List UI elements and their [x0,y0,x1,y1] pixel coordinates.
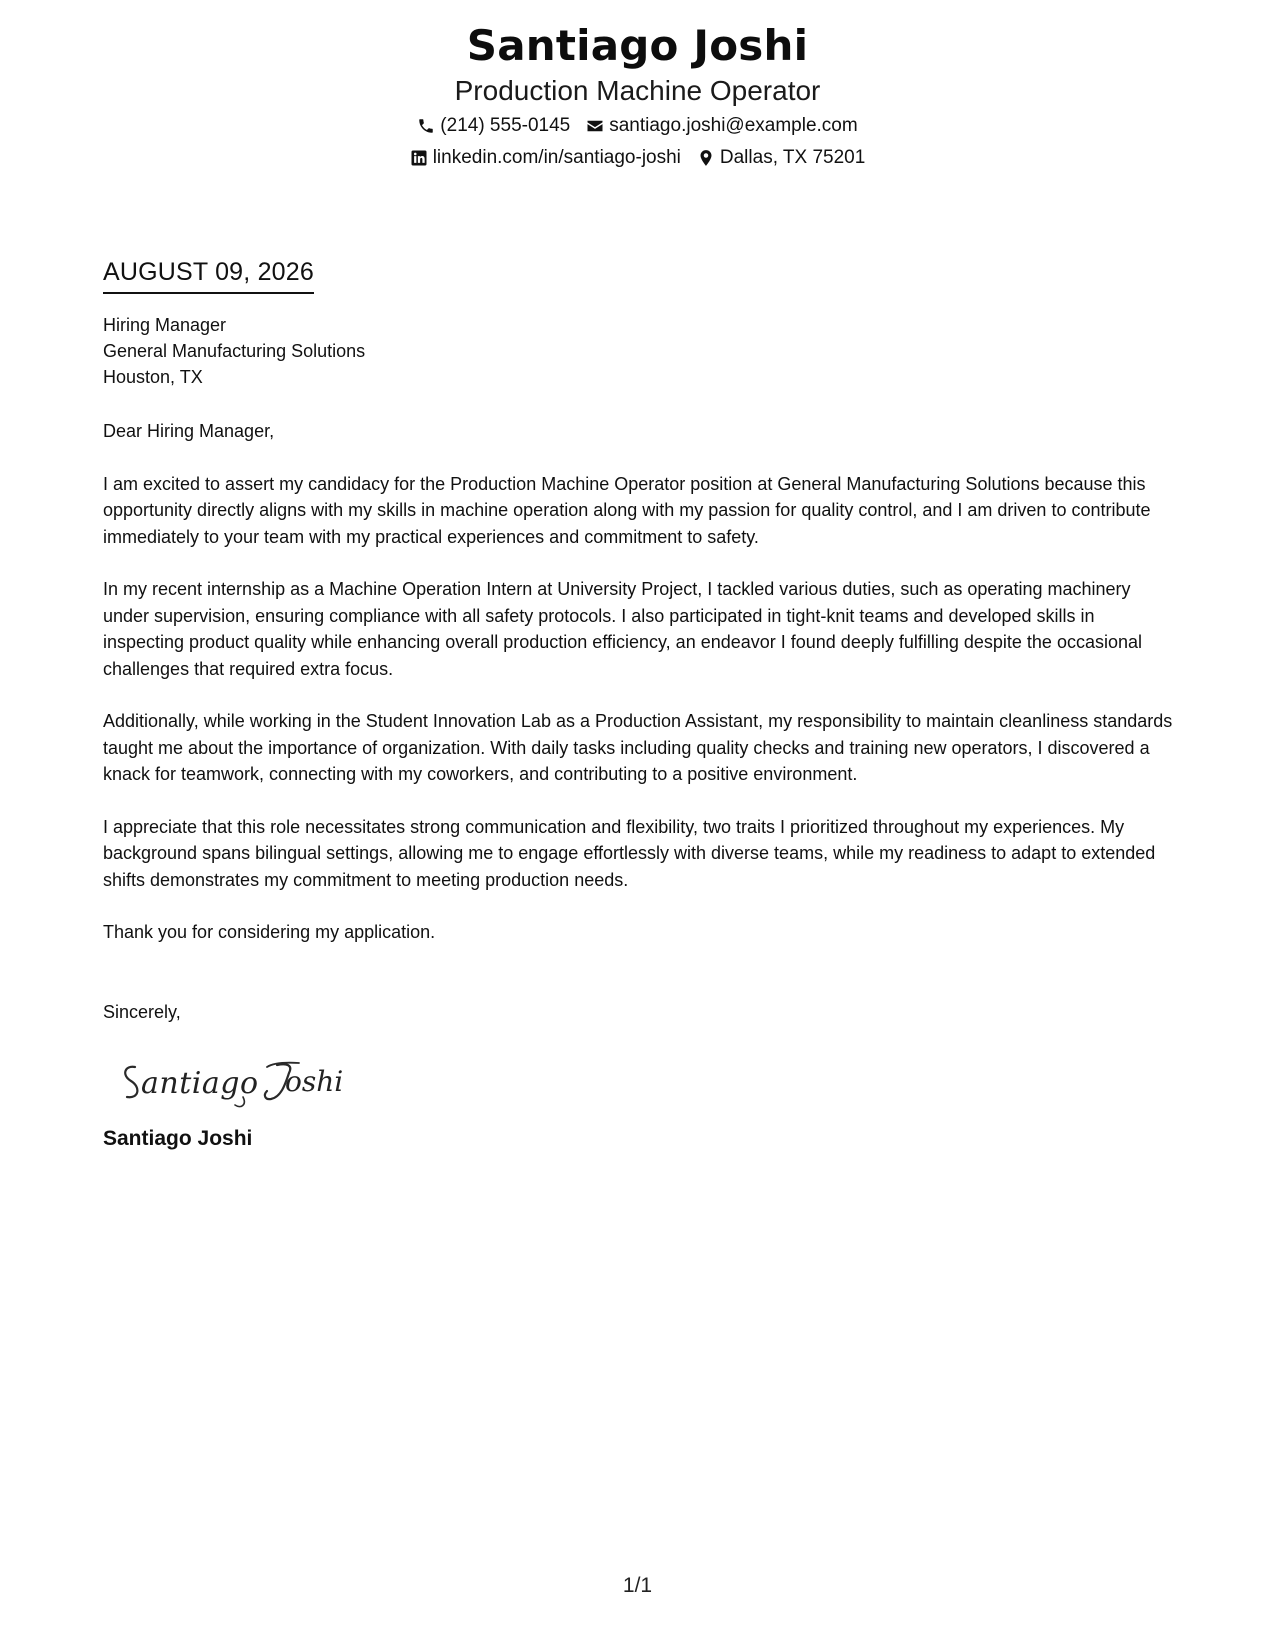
linkedin-text[interactable]: linkedin.com/in/santiago-joshi [432,147,681,168]
closing-line: Thank you for considering my application. [103,922,436,942]
location-text: Dallas, TX 75201 [719,147,866,168]
linkedin-icon [410,149,428,167]
svg-text:oshi: oshi [285,1065,344,1098]
applicant-name: Santiago Joshi [466,21,809,70]
contact-linkedin[interactable] [410,144,681,172]
body-paragraph-1: I am excited to assert my candidacy for the Production Machine Operator position at General Manufacturing Solutions because this opportunity directly aligns with my skills in machine operation along with my passion for quality control, and I am driven to contribute immediately to your team with my practical experiences and commitment to safety. [103,473,1151,547]
applicant-title: Production Machine Operator [454,75,821,106]
letter-body [103,256,1178,1153]
contact-row-1 [0,112,1275,140]
body-paragraph-4: I appreciate that this role necessitates strong communication and flexibility, two traits I prioritized throughout my experiences. My background spans bilingual settings, allowing me to engage effortlessly with diverse teams, while my readiness to adapt to extended shifts demonstrates my commitment to meeting production needs. [103,816,1156,890]
signoff: Sincerely, [103,1001,181,1022]
contact-location [697,144,865,172]
phone-icon [417,117,435,135]
email-text[interactable]: santiago.joshi@example.com [609,115,858,136]
recipient-name: Hiring Manager [103,315,227,335]
salutation: Dear Hiring Manager, [103,421,275,441]
letter-header [0,18,1275,172]
recipient-location: Houston, TX [103,367,203,387]
signed-name: Santiago Joshi [103,1127,253,1150]
phone-text: (214) 555-0145 [440,115,571,136]
page-number: 1/1 [622,1574,653,1597]
letter-date: AUGUST 09, 2026 [103,256,314,294]
body-paragraph-2: In my recent internship as a Machine Operation Intern at University Project, I tackled various duties, such as operating machinery under supervision, ensuring compliance with all safety protocols. I also participated in tight-knit teams and developed skills in inspecting product quality while enhancing overall production efficiency, an endeavor I found deeply fulfilling despite the occasional challenges that required extra focus. [103,579,1142,679]
contact-row-2 [0,144,1275,172]
contact-phone [417,112,570,140]
recipient-company: General Manufacturing Solutions [103,341,366,361]
envelope-icon [586,117,604,135]
svg-text:antiago: antiago [141,1066,259,1101]
handwritten-signature [117,1053,357,1109]
recipient-block [103,312,1178,390]
body-paragraph-3: Additionally, while working in the Student Innovation Lab as a Production Assistant, my responsibility to maintain cleanliness standards taught me about the importance of organization. With daily tasks including quality checks and training new operators, I discovered a knack for teamwork, connecting with my coworkers, and contributing to a positive environment. [103,711,1173,784]
map-pin-icon [697,149,715,167]
contact-email[interactable] [586,112,857,140]
